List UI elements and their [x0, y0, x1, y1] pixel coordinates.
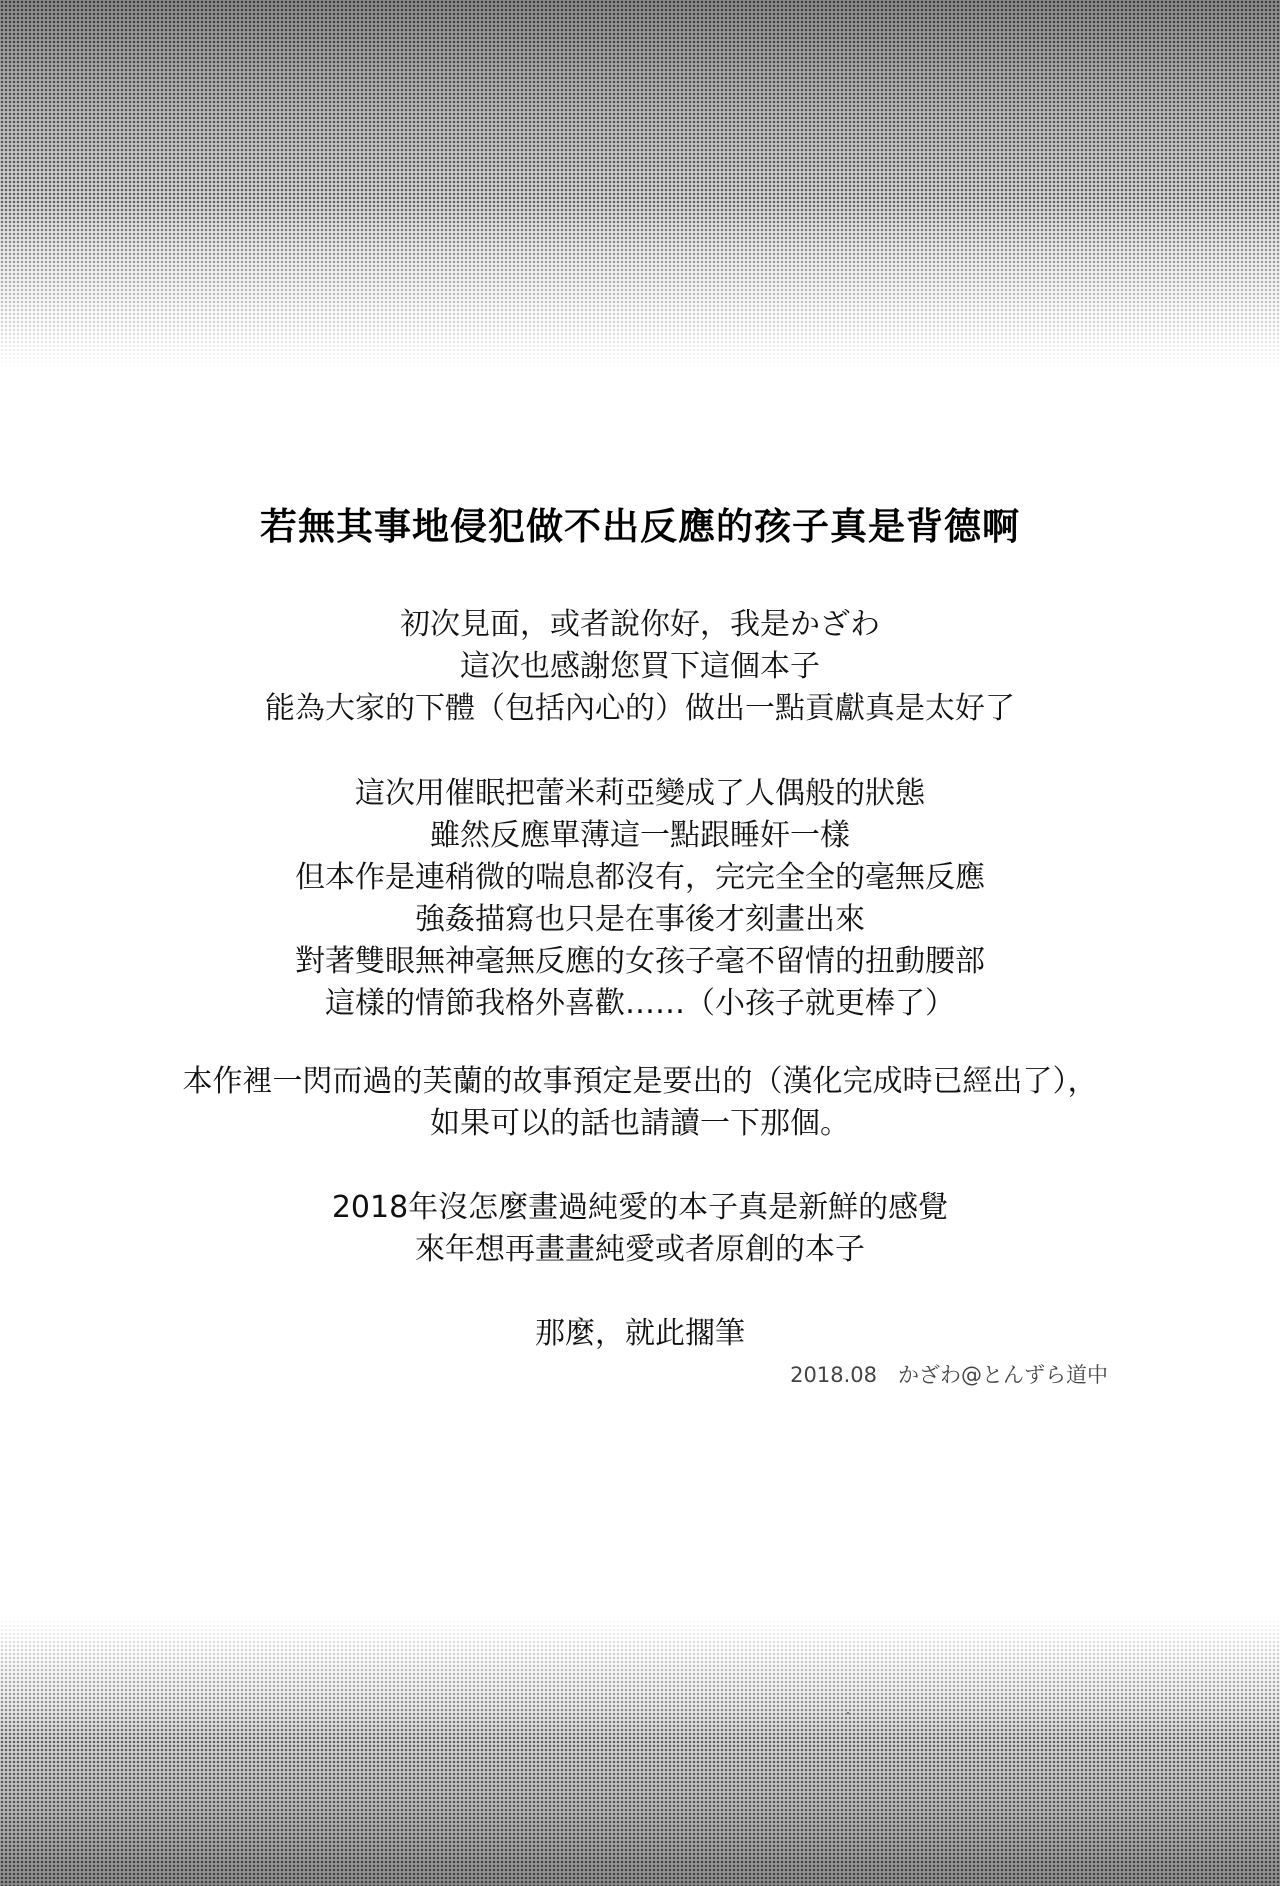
- paragraph-greeting: [0, 604, 1280, 730]
- text-line: 來年想再畫畫純愛或者原創的本子: [415, 1232, 865, 1267]
- paragraph-story: [0, 773, 1280, 1025]
- text-line: 本作裡一閃而過的芙蘭的故事預定是要出的（漢化完成時已經出了），: [182, 1064, 1098, 1099]
- text-line: 能為大家的下體（包括內心的）做出一點貢獻真是太好了: [265, 691, 1015, 726]
- text-line: 這次用催眠把蕾米莉亞變成了人偶般的狀態: [355, 776, 925, 811]
- text-line: 那麼，就此擱筆: [535, 1316, 745, 1351]
- text-line: 這次也感謝您買下這個本子: [460, 649, 820, 684]
- afterword-title: 若無其事地侵犯做不出反應的孩子真是背德啊: [260, 505, 1020, 548]
- text-line: 但本作是連稍微的喘息都沒有，完完全全的毫無反應: [295, 860, 985, 895]
- text-line: 雖然反應單薄這一點跟睡奸一樣: [430, 818, 850, 853]
- text-line: 對著雙眼無神毫無反應的女孩子毫不留情的扭動腰部: [295, 944, 985, 979]
- text-line: 2018年沒怎麼畫過純愛的本子真是新鮮的感覺: [331, 1190, 949, 1225]
- paragraph-next-work: [0, 1061, 1280, 1145]
- text-line: 強姦描寫也只是在事後才刻畫出來: [415, 902, 865, 937]
- paragraph-closing: [0, 1313, 1280, 1355]
- print-speck: [847, 1712, 849, 1714]
- text-line: 如果可以的話也請讀一下那個。: [430, 1106, 850, 1141]
- text-line: 初次見面，或者說你好，我是かざわ: [400, 607, 880, 642]
- paragraph-reflection: [0, 1187, 1280, 1271]
- text-line: 這樣的情節我格外喜歡……（小孩子就更棒了）: [325, 986, 955, 1021]
- author-signature: 2018.08 かざわ@とんずら道中: [790, 1363, 1108, 1387]
